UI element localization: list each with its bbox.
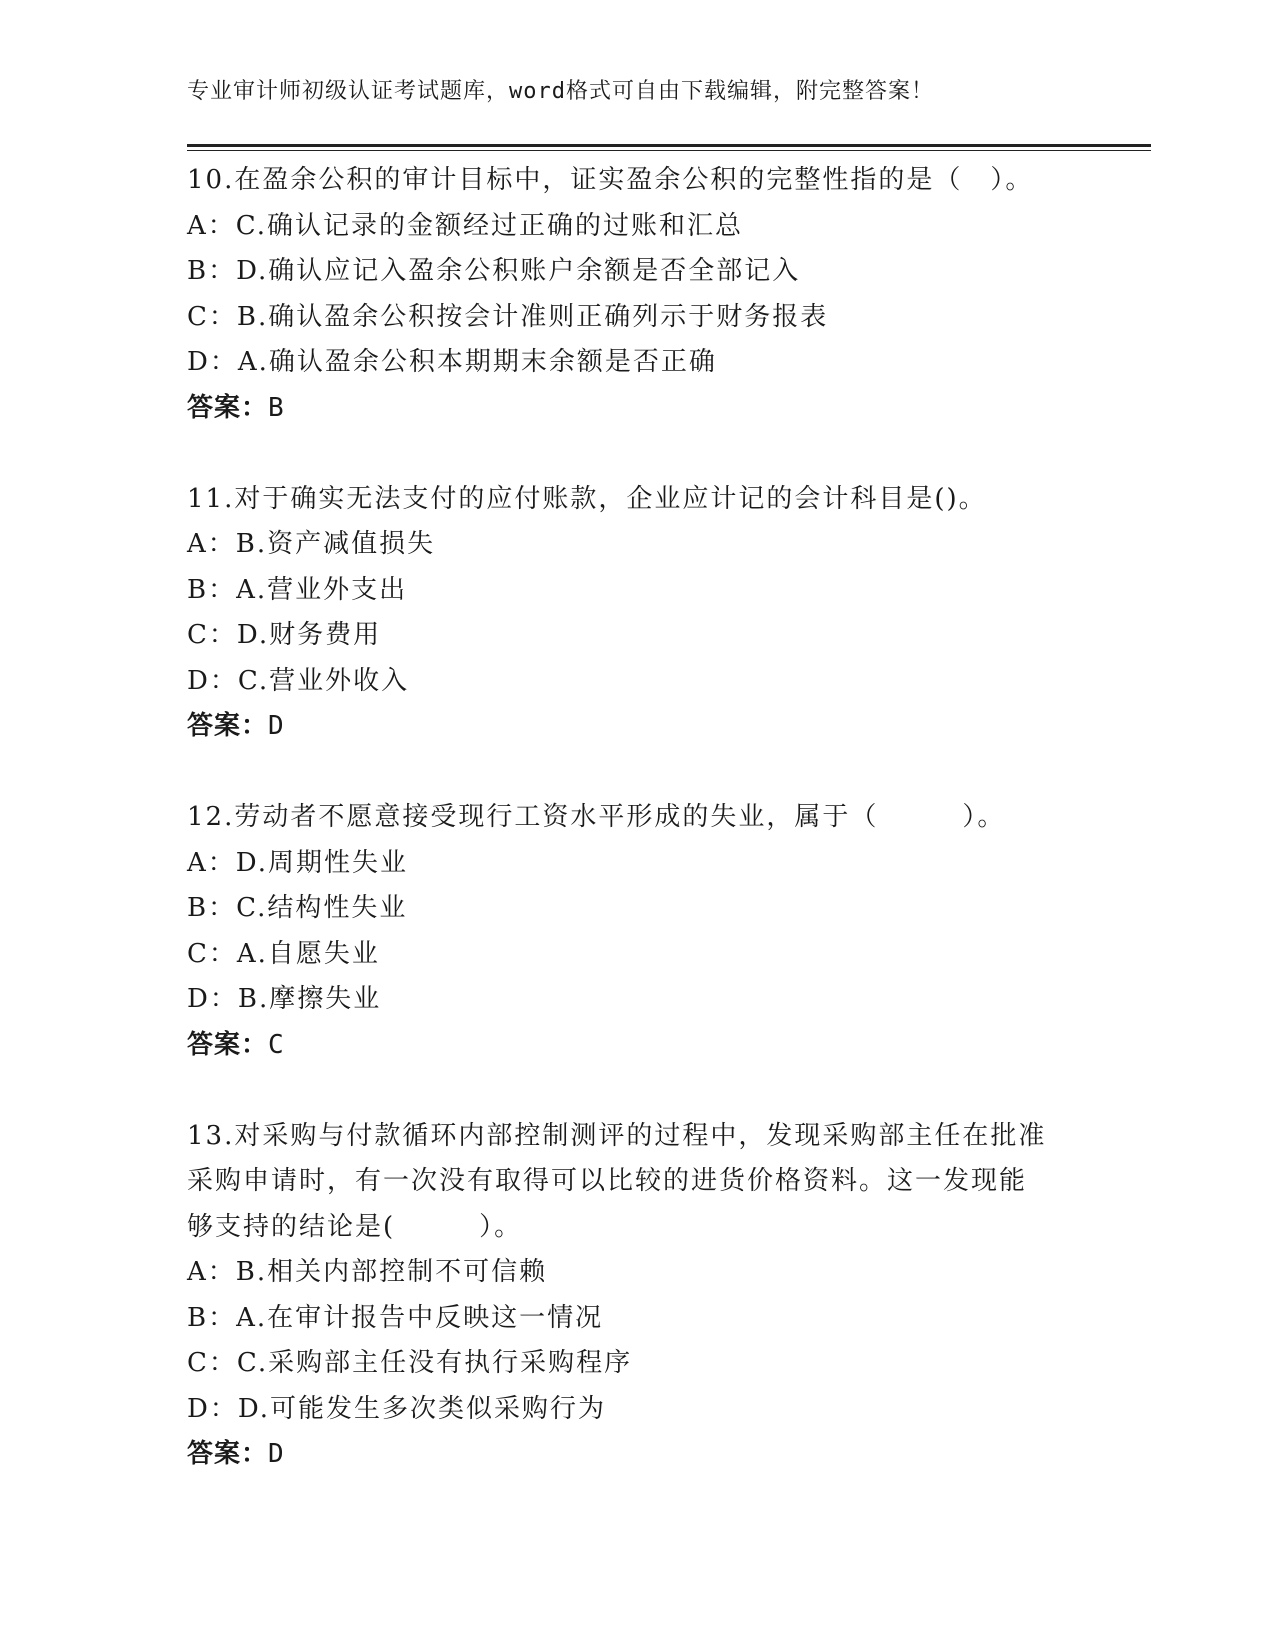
header-rule-thick bbox=[187, 144, 1151, 147]
answer-line bbox=[187, 1432, 1107, 1478]
option-b: B：A.在审计报告中反映这一情况 bbox=[187, 1302, 604, 1333]
option-b: B：D.确认应记入盈余公积账户余额是否全部记入 bbox=[187, 256, 801, 286]
option-d: D：B.摩擦失业 bbox=[187, 984, 382, 1014]
answer-label: 答案： bbox=[187, 1029, 269, 1060]
option-a: A：C.确认记录的金额经过正确的过账和汇总 bbox=[187, 210, 744, 241]
option-c: C：B.确认盈余公积按会计准则正确列示于财务报表 bbox=[187, 301, 829, 332]
answer-label: 答案： bbox=[187, 392, 269, 423]
question-stem: 10.在盈余公积的审计目标中，证实盈余公积的完整性指的是（ ）。 bbox=[187, 165, 1034, 195]
option-a: A：B.相关内部控制不可信赖 bbox=[187, 1257, 548, 1287]
answer-line bbox=[187, 1023, 1107, 1069]
option-c: C：D.财务费用 bbox=[187, 620, 382, 650]
option-b: B：A.营业外支出 bbox=[187, 574, 408, 605]
header-rule-thin bbox=[187, 150, 1151, 151]
question-11 bbox=[187, 477, 1107, 750]
question-13 bbox=[187, 1114, 1107, 1478]
question-stem-line-3: 够支持的结论是( ）。 bbox=[187, 1211, 523, 1242]
question-12 bbox=[187, 795, 1107, 1068]
option-a: A：D.周期性失业 bbox=[187, 847, 408, 878]
option-d: D：C.营业外收入 bbox=[187, 665, 410, 696]
question-10 bbox=[187, 158, 1107, 431]
answer-label: 答案： bbox=[187, 711, 269, 741]
option-c: C：A.自愿失业 bbox=[187, 938, 380, 969]
option-c: C：C.采购部主任没有执行采购程序 bbox=[187, 1348, 633, 1378]
question-stem: 11.对于确实无法支付的应付账款，企业应计记的会计科目是()。 bbox=[187, 483, 987, 514]
answer-label: 答案： bbox=[187, 1439, 269, 1469]
answer-value: B bbox=[268, 392, 286, 423]
answer-value: D bbox=[268, 711, 286, 741]
question-stem-line-2: 采购申请时，有一次没有取得可以比较的进货价格资料。这一发现能 bbox=[187, 1166, 1028, 1196]
option-d: D：A.确认盈余公积本期期末余额是否正确 bbox=[187, 347, 717, 377]
page-header: 专业审计师初级认证考试题库，word格式可自由下载编辑，附完整答案！ bbox=[187, 79, 934, 104]
answer-line bbox=[187, 386, 1107, 432]
answer-value: D bbox=[268, 1439, 286, 1469]
option-d: D：D.可能发生多次类似采购行为 bbox=[187, 1393, 607, 1424]
question-stem: 12.劳动者不愿意接受现行工资水平形成的失业，属于（ ）。 bbox=[187, 802, 1006, 832]
option-a: A：B.资产减值损失 bbox=[187, 529, 436, 559]
answer-value: C bbox=[268, 1029, 286, 1060]
option-b: B：C.结构性失业 bbox=[187, 893, 408, 923]
question-stem-line-1: 13.对采购与付款循环内部控制测评的过程中，发现采购部主任在批准 bbox=[187, 1120, 1047, 1151]
question-list bbox=[187, 158, 1107, 1523]
answer-line bbox=[187, 704, 1107, 750]
